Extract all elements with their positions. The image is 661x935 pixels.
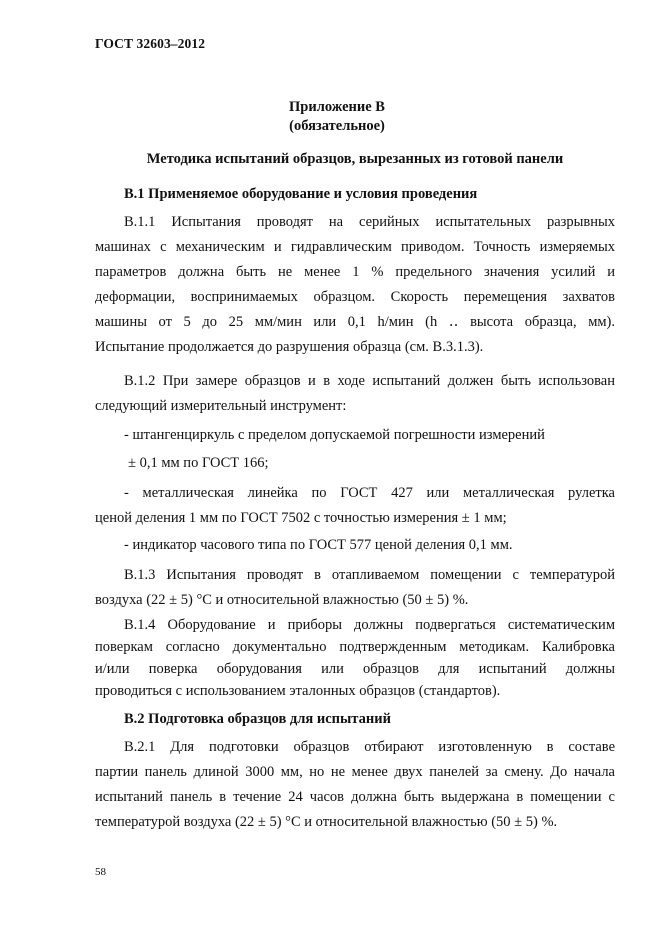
text-line: температурой воздуха (22 ± 5) °С и относительной влажностью (50 ± 5) %. [95,813,558,830]
document-header: ГОСТ 32603–2012 [95,36,206,51]
text-line: машинах с механическим и гидравлическим приводом. Точность измеряемых [95,238,615,255]
section-heading-2: В.2 Подготовка образцов для испытаний [124,711,391,727]
method-title: Методика испытаний образцов, вырезанных из готовой панели [146,151,564,167]
appendix-status: (обязательное) [289,118,385,134]
text-line: - металлическая линейка по ГОСТ 427 или металлическая рулетка [124,485,615,501]
text-line: деформации, воспринимаемых образцом. Скорость перемещения захватов [95,288,615,305]
paragraph-b-1-3 [95,563,615,613]
text-line: поверкам согласно документально подтвержденным методикам. Калибровка [95,639,615,655]
text-line: В.1.1 Испытания проводят на серийных испытательных разрывных [124,214,615,230]
text-line: испытаний панель в течение 24 часов должна быть выдержана в помещении с [95,788,615,805]
text-line: проводиться с использованием эталонных образцов (стандартов). [95,683,501,699]
text-line: и/или поверка оборудования или образцов для испытаний должны [95,661,615,677]
text-line: воздуха (22 ± 5) °С и относительной влажностью (50 ± 5) %. [95,591,469,608]
page-number: 58 [95,866,106,878]
text-line: партии панель длиной 3000 мм, но не менее двух панелей за смену. До начала [95,763,615,780]
paragraph-b-2-1 [95,735,615,835]
section-heading-1: В.1 Применяемое оборудование и условия проведения [124,186,478,202]
text-line: параметров должна быть не менее 1 % предельного значения усилий и [95,263,615,280]
text-line: Испытание продолжается до разрушения образца (см. В.3.1.3). [95,338,484,355]
list-item [95,481,615,531]
text-line: В.2.1 Для подготовки образцов отбирают изготовленную в составе [124,739,615,755]
text-line: машины от 5 до 25 мм/мин или 0,1 h/мин (h ‥ высота образца, мм). [95,313,615,330]
text-line: В.1.4 Оборудование и приборы должны подвергаться систематическим [124,617,615,633]
text-line: ценой деления 1 мм по ГОСТ 7502 с точностью измерения ± 1 мм; [95,509,507,526]
paragraph-b-1-1 [95,210,615,359]
text-line: следующий измерительный инструмент: [95,397,347,414]
text-line: В.1.3 Испытания проводят в отапливаемом помещении с температурой [124,567,615,583]
list-item: - штангенциркуль с пределом допускаемой погрешности измерений [124,427,545,443]
list-item: - индикатор часового типа по ГОСТ 577 ценой деления 0,1 мм. [124,537,513,553]
paragraph-b-1-4 [95,614,615,702]
list-item-continuation: ± 0,1 мм по ГОСТ 166; [128,455,269,471]
appendix-title: Приложение В [289,99,385,115]
text-line: В.1.2 При замере образцов и в ходе испытаний должен быть использован [124,373,615,389]
paragraph-b-1-2 [95,369,615,419]
